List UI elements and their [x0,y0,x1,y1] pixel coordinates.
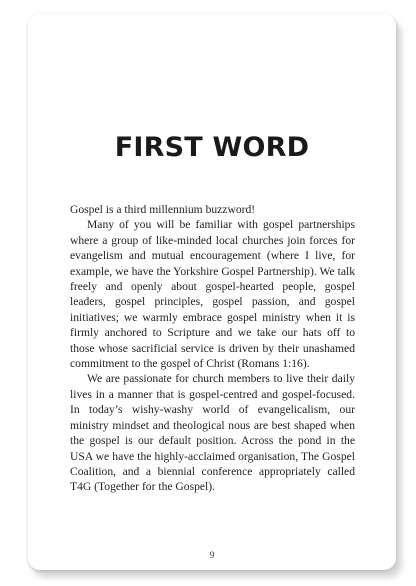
body-text [70,202,355,495]
paragraph-2: Many of you will be familiar with gospel partnerships where a group of like-minded local churches join forces for evangelism and mutual encouragement (where I live, for example, we have the Yorkshire Gospel Partnership). We talk freely and openly about gospel-hearted people, gospel leaders, gospel principles, gospel passion, and gospel initiatives; we warmly embrace gospel ministry when it is firmly anchored to Scripture and we take our hats off to those whose sacrificial service is driven by their unashamed commitment to the gospel of Christ (Romans 1:16). [70,218,355,371]
chapter-title: FIRST WORD [114,132,310,163]
paragraph-1: Gospel is a third millennium buzzword! [70,203,256,216]
paragraph-3: We are passionate for church members to live their daily lives in a manner that is gospel-centred and gospel-focused. In today’s wishy-washy world of evangelicalism, our ministry mindset and theological nous are best shaped when the gospel is our default position. Across the pond in the USA we have the highly-acclaimed organisation, The Gospel Coalition, and a biennial conference appropriately called T4G (Together for the Gospel). [70,372,355,494]
book-page [28,14,396,570]
page-number: 9 [209,550,215,560]
